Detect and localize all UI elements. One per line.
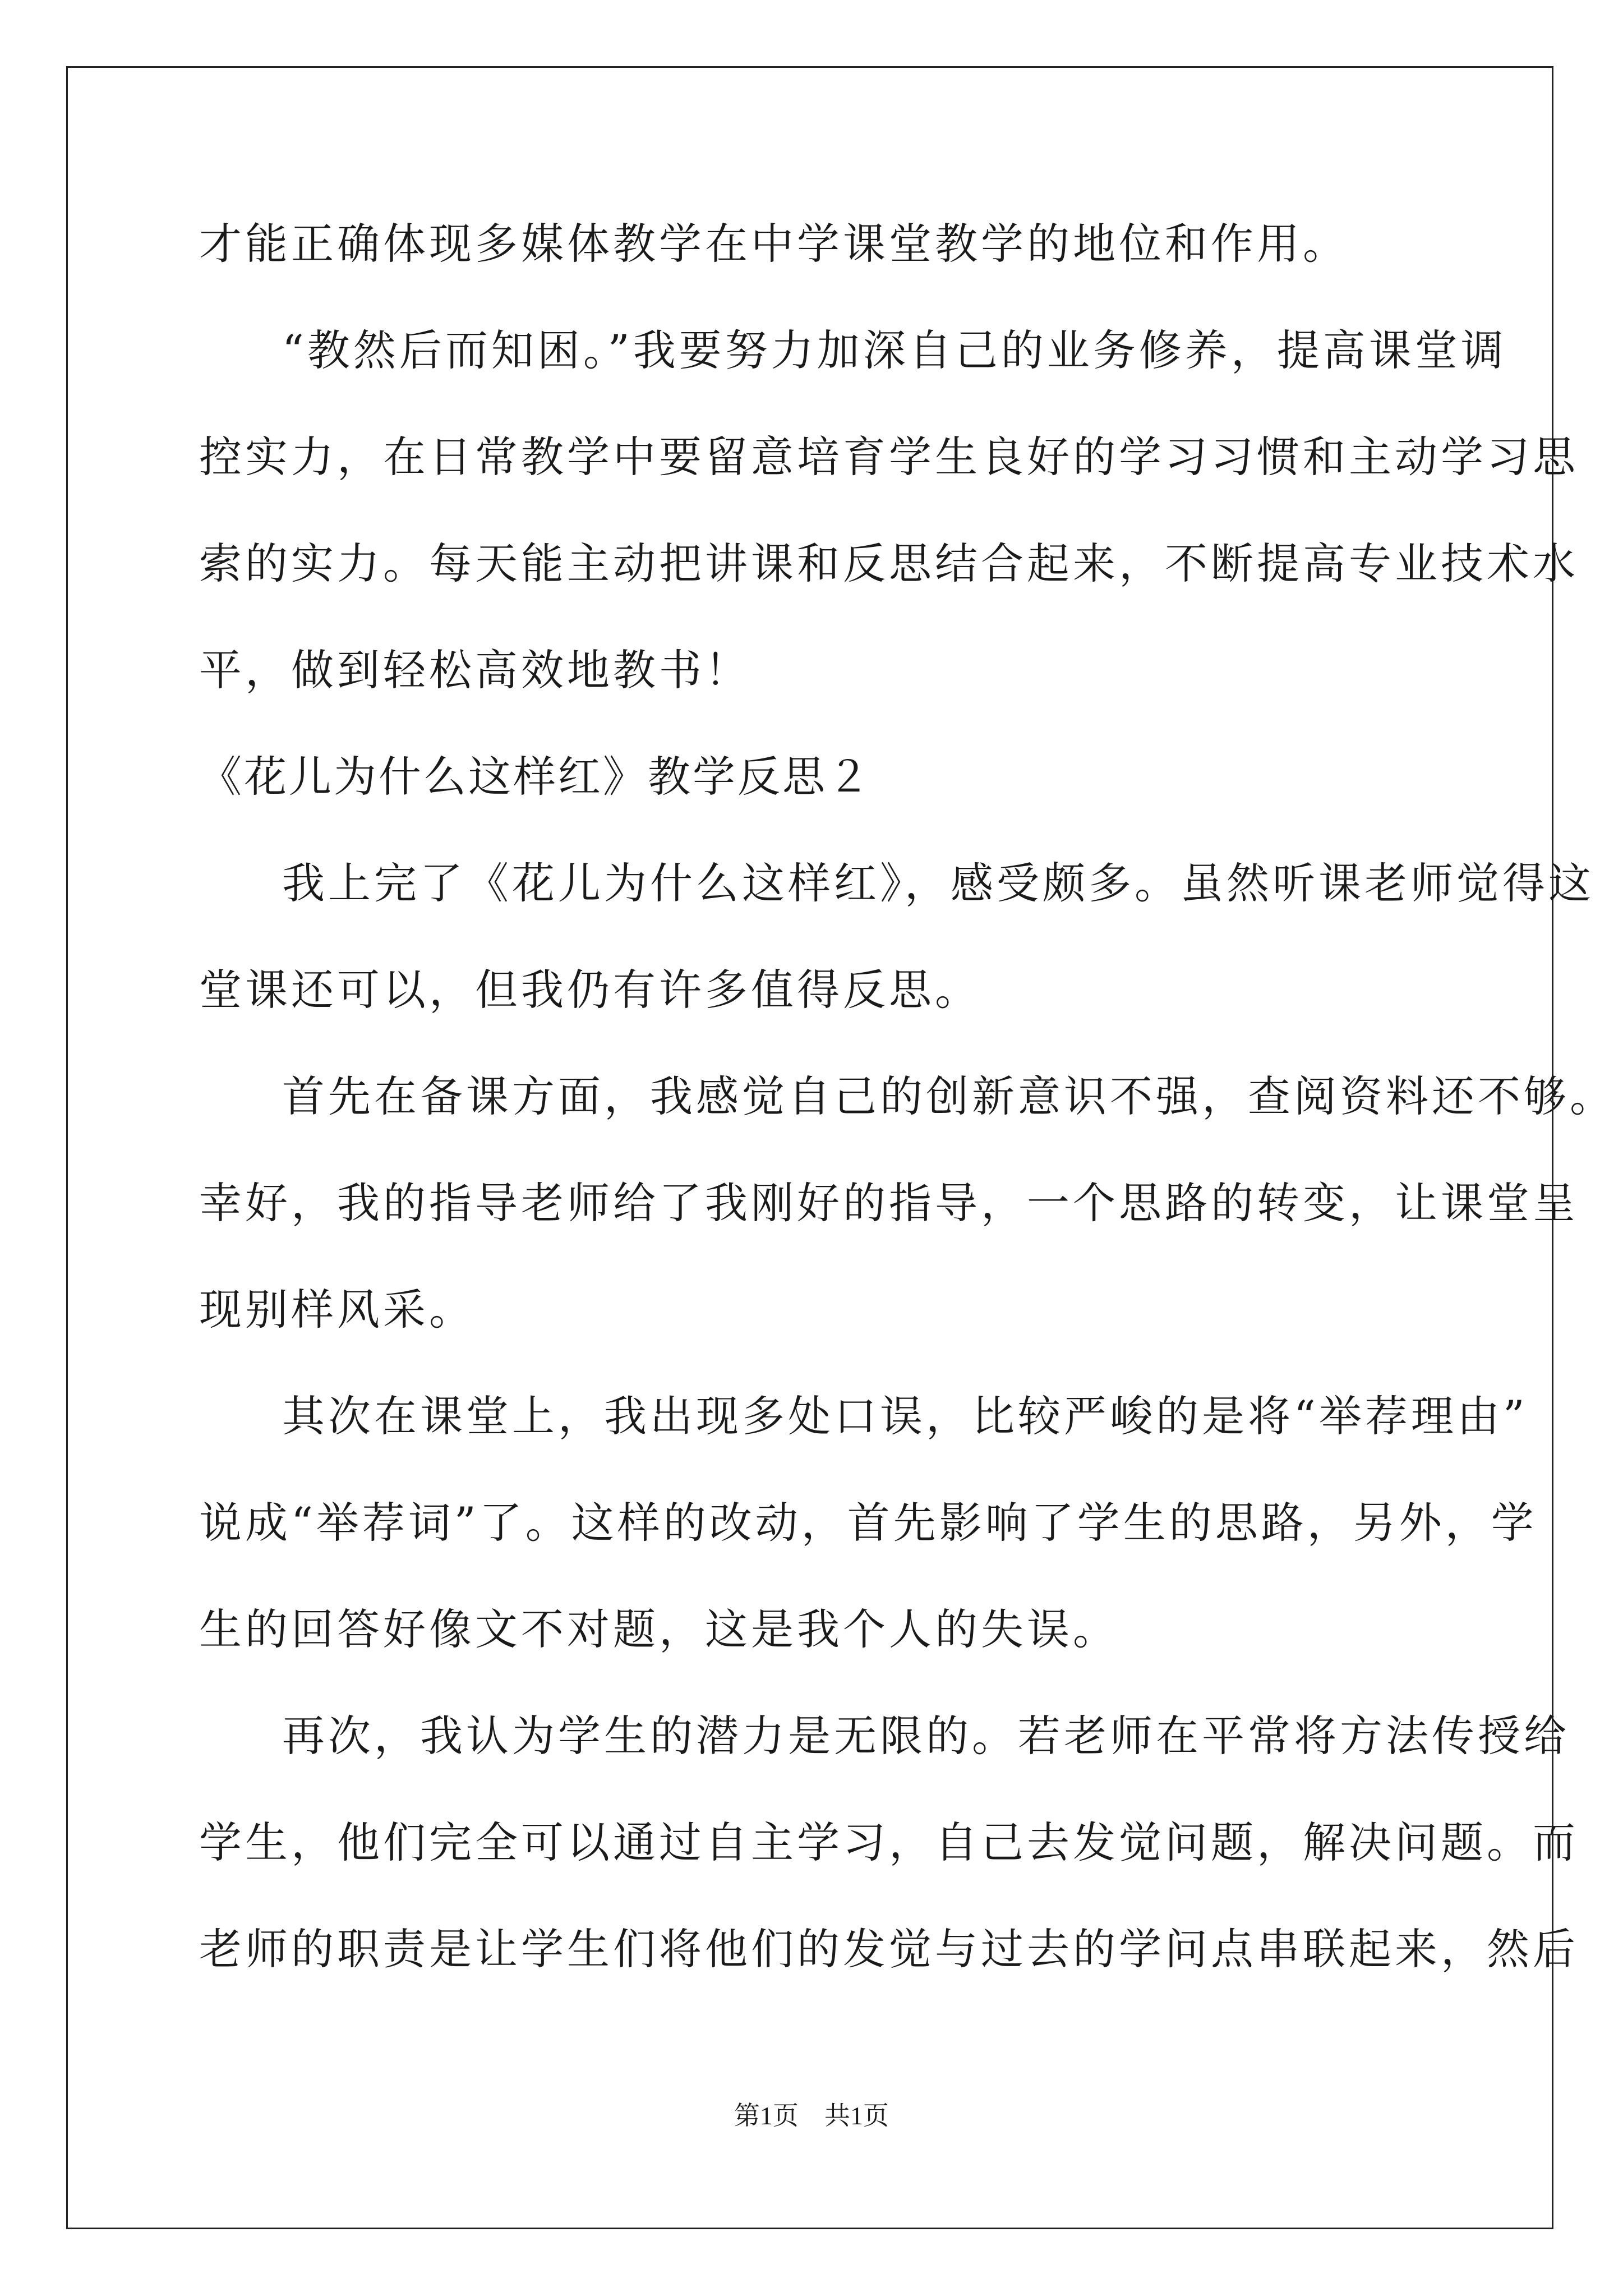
text-line-7: 我上完了《花儿为什么这样红》，感受颇多。虽然听课老师觉得这 [282, 858, 1594, 908]
document-body [199, 191, 1616, 2003]
text-line-15: 再次，我认为学生的潜力是无限的。若老师在平常将方法传授给 [282, 1711, 1570, 1761]
text-line-12: 其次在课堂上，我出现多处口误，比较严峻的是将“举荐理由” [282, 1391, 1528, 1441]
text-line-9: 首先在备课方面，我感觉自己的创新意识不强，查阅资料还不够。 [282, 1071, 1616, 1121]
text-line-14: 生的回答好像文不对题，这是我个人的失误。 [199, 1604, 1119, 1654]
page-footer: 第1页 共1页 [734, 2101, 889, 2130]
text-line-10: 幸好，我的指导老师给了我刚好的指导，一个思路的转变，让课堂呈 [199, 1178, 1579, 1228]
text-line-17: 老师的职责是让学生们将他们的发觉与过去的学问点串联起来，然后 [199, 1924, 1579, 1974]
text-line-8: 堂课还可以，但我仍有许多值得反思。 [199, 965, 981, 1015]
section-heading: 《花儿为什么这样红》教学反思２ [199, 752, 872, 802]
text-line-13: 说成“举荐词”了。这样的改动，首先影响了学生的思路，另外，学 [199, 1498, 1537, 1548]
text-line-16: 学生，他们完全可以通过自主学习，自己去发觉问题，解决问题。而 [199, 1818, 1579, 1867]
text-line-3: 控实力，在日常教学中要留意培育学生良好的学习习惯和主动学习思 [199, 432, 1579, 482]
text-line-2: “教然后而知困。”我要努力加深自己的业务修养，提高课堂调 [282, 325, 1507, 375]
text-line-5: 平，做到轻松高效地教书！ [199, 645, 751, 695]
text-line-4: 索的实力。每天能主动把讲课和反思结合起来，不断提高专业技术水 [199, 539, 1579, 588]
text-line-1: 才能正确体现多媒体教学在中学课堂教学的地位和作用。 [199, 219, 1349, 269]
text-line-11: 现别样风采。 [199, 1285, 475, 1335]
